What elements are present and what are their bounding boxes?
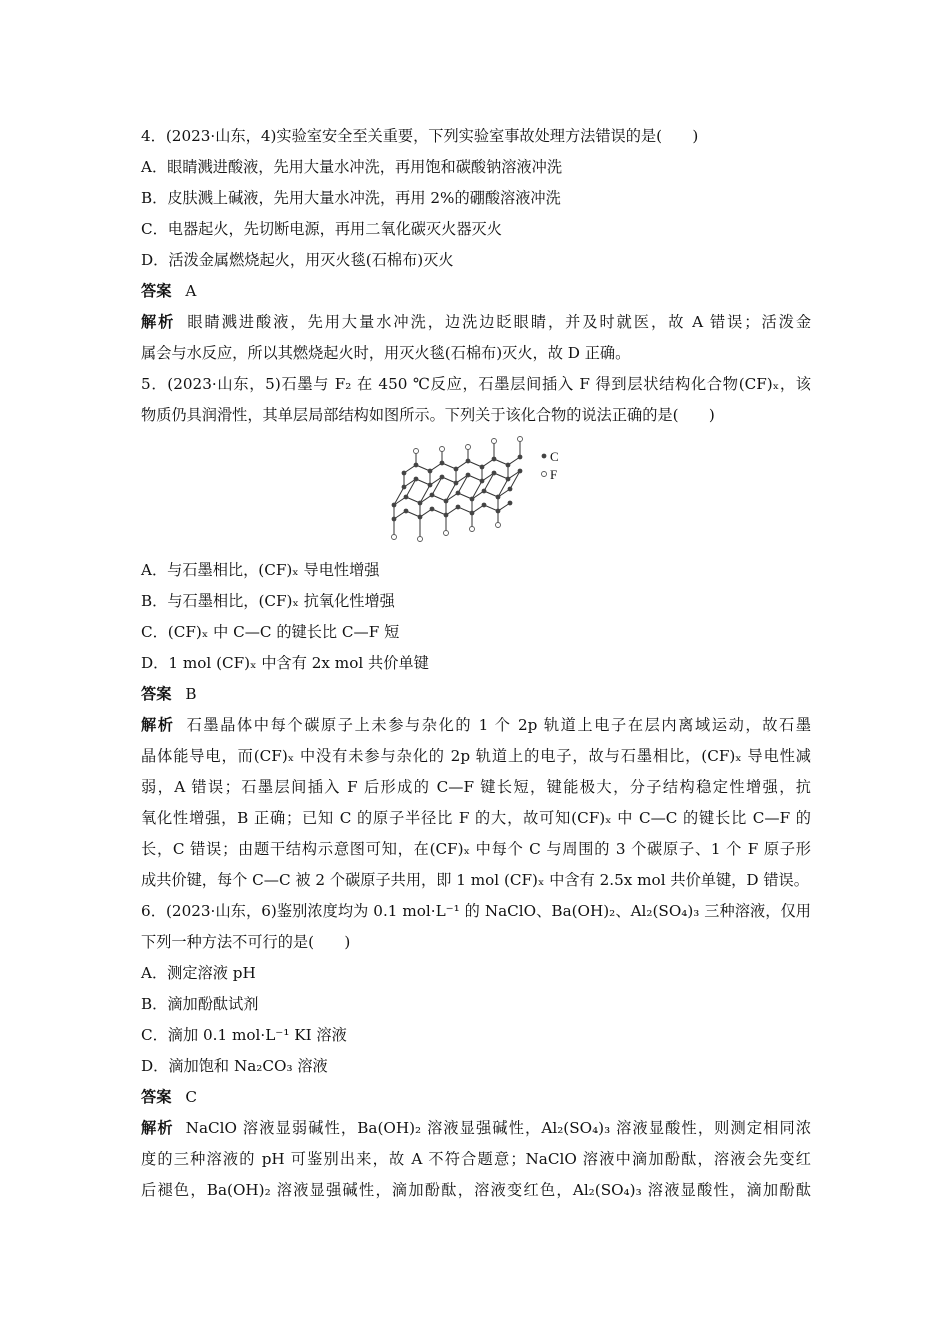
q5-analysis-line-1 [141, 710, 811, 741]
q5-analysis-line-2: 晶体能导电，而(CF)ₓ 中没有未参与杂化的 2p 轨道上的电子，故与石墨相比，(CF)ₓ 导电性减 [141, 747, 811, 765]
q6-answer-row [141, 1082, 811, 1113]
legend-carbon-marker [542, 454, 547, 459]
q5-analysis-text-1: 石墨晶体中每个碳原子上未参与杂化的 1 个 2p 轨道上电子在层内离域运动，故石墨 [186, 716, 812, 734]
q6-analysis-line-2: 度的三种溶液的 pH 可鉴别出来，故 A 不符合题意；NaClO 溶液中滴加酚酞，溶液会先变红 [141, 1150, 811, 1168]
figure-legend [542, 449, 559, 482]
legend-carbon-label: C [550, 449, 559, 464]
q5-answer-row [141, 679, 811, 710]
q6-stem-line-1: 6．(2023·山东，6)鉴别浓度均为 0.1 mol·L⁻¹ 的 NaClO、Ba(OH)₂、Al₂(SO₄)₃ 三种溶液，仅用 [141, 902, 811, 920]
q5-stem-line-2: 物质仍具润滑性，其单层局部结构如图所示。下列关于该化合物的说法正确的是( ) [141, 406, 715, 424]
q4-answer-row [141, 276, 811, 307]
cf-structure-figure [141, 431, 811, 555]
cf-layer-structure-diagram [386, 435, 576, 555]
q4-answer-label: 答案 [141, 282, 172, 300]
q4-option-c: C．电器起火，先切断电源，再用二氧化碳灭火器灭火 [141, 220, 502, 238]
q5-option-b: B．与石墨相比，(CF)ₓ 抗氧化性增强 [141, 592, 395, 610]
q4-analysis-line-1 [141, 307, 811, 338]
q6-analysis-line-1 [141, 1113, 811, 1144]
structure-bonds [394, 439, 520, 539]
q4-stem: 4．(2023·山东，4)实验室安全至关重要，下列实验室事故处理方法错误的是( ) [141, 127, 699, 145]
q6-option-b: B．滴加酚酞试剂 [141, 995, 259, 1013]
q5-option-a: A．与石墨相比，(CF)ₓ 导电性增强 [141, 561, 380, 579]
q6-option-d: D．滴加饱和 Na₂CO₃ 溶液 [141, 1057, 328, 1075]
q5-analysis-line-6: 成共价键，每个 C—C 被 2 个碳原子共用，即 1 mol (CF)ₓ 中含有 2.5x mol 共价单键，D 错误。 [141, 871, 809, 889]
q4-analysis-line-2: 属会与水反应，所以其燃烧起火时，用灭火毯(石棉布)灭火，故 D 正确。 [141, 344, 631, 362]
q5-answer-value: B [185, 685, 197, 703]
q5-stem-line-1: 5．(2023·山东，5)石墨与 F₂ 在 450 ℃反应，石墨层间插入 F 得到层状结构化合物(CF)ₓ，该 [141, 375, 811, 393]
q5-analysis-label: 解析 [141, 716, 175, 734]
q5-analysis-line-5: 长，C 错误；由题干结构示意图可知，在(CF)ₓ 中每个 C 与周围的 3 个碳原子、1 个 F 原子形 [141, 840, 811, 858]
q5-option-d: D．1 mol (CF)ₓ 中含有 2x mol 共价单键 [141, 654, 429, 672]
q5-option-c: C．(CF)ₓ 中 C—C 的键长比 C—F 短 [141, 623, 400, 641]
q6-answer-value: C [185, 1088, 197, 1106]
legend-fluorine-marker [542, 472, 547, 477]
q4-option-b: B．皮肤溅上碱液，先用大量水冲洗，再用 2%的硼酸溶液冲洗 [141, 189, 561, 207]
q5-answer-label: 答案 [141, 685, 172, 703]
q6-analysis-text-1: NaClO 溶液显弱碱性，Ba(OH)₂ 溶液显强碱性，Al₂(SO₄)₃ 溶液显酸性，则测定相同浓 [185, 1119, 812, 1137]
q4-answer-value: A [185, 282, 197, 300]
legend-fluorine-label: F [550, 467, 558, 482]
q6-answer-label: 答案 [141, 1088, 172, 1106]
q5-analysis-line-4: 氧化性增强，B 正确；已知 C 的原子半径比 F 的大，故可知(CF)ₓ 中 C—C 的键长比 C—F 的 [141, 809, 811, 827]
question-content [141, 121, 811, 1206]
q5-analysis-line-3: 弱，A 错误；石墨层间插入 F 后形成的 C—F 键长短，键能极大，分子结构稳定性增强，抗 [141, 778, 811, 796]
q4-option-d: D．活泼金属燃烧起火，用灭火毯(石棉布)灭火 [141, 251, 454, 269]
q4-option-a: A．眼睛溅进酸液，先用大量水冲洗，再用饱和碳酸钠溶液冲洗 [141, 158, 563, 176]
q6-stem-line-2: 下列一种方法不可行的是( ) [141, 933, 351, 951]
q6-analysis-line-3: 后褪色，Ba(OH)₂ 溶液显强碱性，滴加酚酞，溶液变红色，Al₂(SO₄)₃ 溶液显酸性，滴加酚酞 [141, 1181, 811, 1199]
q4-analysis-text-1: 眼睛溅进酸液，先用大量水冲洗，边洗边眨眼睛，并及时就医，故 A 错误；活泼金 [187, 313, 812, 331]
q6-option-a: A．测定溶液 pH [141, 964, 256, 982]
q6-analysis-label: 解析 [141, 1119, 174, 1137]
q6-option-c: C．滴加 0.1 mol·L⁻¹ KI 溶液 [141, 1026, 347, 1044]
q4-analysis-label: 解析 [141, 313, 176, 331]
